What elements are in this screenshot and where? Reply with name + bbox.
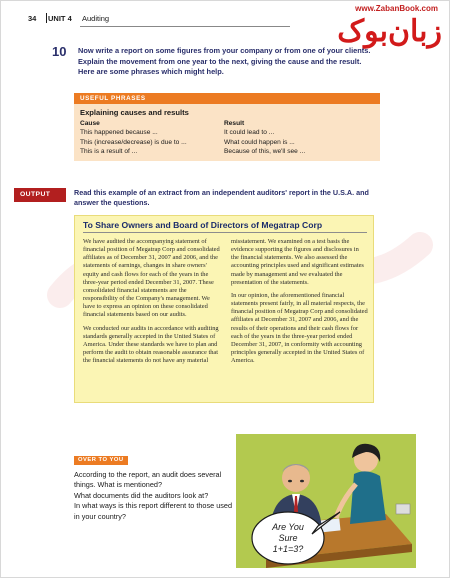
report-right-column [231, 238, 368, 370]
over-to-you-label: OVER TO YOU [74, 456, 128, 465]
question-item: In what ways is this report different to those used in your country? [74, 501, 233, 521]
cause-header: Cause [80, 120, 100, 127]
result-phrase: Because of this, we'll see ... [224, 148, 306, 156]
cartoon-illustration [236, 434, 416, 568]
discussion-questions [74, 470, 234, 522]
logo-mark: زبان‌بوک [337, 14, 442, 49]
auditors-report [74, 215, 374, 403]
useful-phrases-box [74, 93, 380, 161]
header-rule [80, 26, 290, 27]
cause-phrase: This (increase/decrease) is due to ... [80, 138, 187, 146]
report-paragraph: We conducted our audits in accordance with auditing standards generally accepted in the United States of America. Under these standards we have to plan and perform the audit to obtain reasonable assurance that the financial statements do not have any material [83, 324, 219, 365]
speech-line: Sure [278, 533, 298, 543]
logo-url: www.ZabanBook.com [355, 4, 438, 13]
result-phrase: It could lead to ... [224, 129, 275, 137]
report-paragraph: We have audited the accompanying statement of financial position of Megatrap Corp and consolidated affiliates as of December 31, 2007 and 2006, and the statements of earnings, changes in share owners' equity and cash flows for each of the years in the three-year period ended December 31, 2007. These consolidated financial statements are the responsibility of the Company's management. We have to express an opinion on these consolidated financial statements based on our audits. [83, 238, 220, 319]
unit-label: UNIT 4 [48, 14, 72, 23]
report-title-rule [83, 232, 367, 233]
output-instruction: Read this example of an extract from an independent auditors' report in the U.S.A. and answer the questions. [74, 188, 369, 207]
useful-phrases-label: USEFUL PHRASES [74, 93, 380, 104]
cause-phrase: This happened because ... [80, 129, 158, 137]
question-item: According to the report, an audit does several things. What is mentioned? [74, 470, 222, 490]
phrases-title: Explaining causes and results [80, 108, 189, 117]
task-instruction: Now write a report on some figures from your company or from one of your clients. Explain the movement from one year to the next, giving the cause and the result. Here are some phrases which might help. [78, 46, 371, 76]
speech-line: Are You [272, 522, 304, 532]
cause-phrase: This is a result of ... [80, 148, 138, 156]
result-phrase: What could happen is ... [224, 138, 295, 146]
page-number: 34 [28, 14, 37, 23]
report-paragraph: In our opinion, the aforementioned financial statements present fairly, in all material respects, the financial position of Megatrap Corp and consolidated affiliates at December 31, 2007 and 2006, and the results of their operations and their cash flows for each of the years in the three-year period ended December 31, 2007, in conformity with accounting principles generally accepted in the United States of America. [231, 291, 368, 365]
question-item: What documents did the auditors look at? [74, 490, 209, 500]
section-title: Auditing [82, 14, 110, 23]
result-column [224, 119, 305, 157]
header-separator [46, 13, 47, 23]
speech-line: 1+1=3? [272, 544, 304, 554]
report-left-column [83, 238, 220, 370]
task-number: 10 [52, 44, 67, 59]
result-header: Result [224, 120, 245, 127]
output-label: OUTPUT [14, 188, 66, 202]
cause-column [80, 119, 187, 157]
report-paragraph: misstatement. We examined on a test basis the evidence supporting the figures and disclosures in the financial statements. We also assessed the accounting principles used and significant estimates made by management and we evaluated the presentation of the statements. [231, 238, 364, 286]
report-title: To Share Owners and Board of Directors of Megatrap Corp [83, 220, 323, 230]
